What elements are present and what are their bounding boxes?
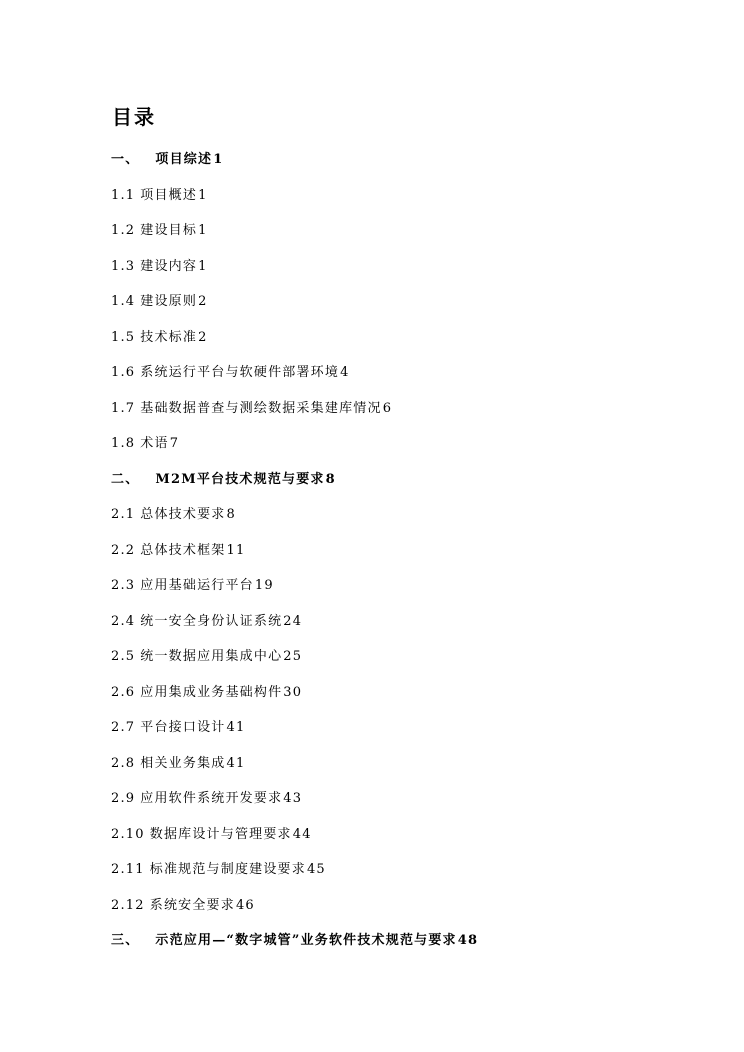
toc-entry-page-number: 46 <box>235 897 255 913</box>
toc-section-entry[interactable] <box>111 817 711 853</box>
toc-entry-page-number: 8 <box>325 471 336 487</box>
toc-entry-title: 技术标准 <box>140 329 198 345</box>
toc-entry-title: 数据库设计与管理要求 <box>149 826 292 842</box>
toc-title: 目录 <box>112 105 156 129</box>
toc-entry-number: 2.11 <box>111 862 145 877</box>
toc-entry-number: 2.1 <box>111 507 136 522</box>
toc-entry-title: 应用基础运行平台 <box>140 578 254 593</box>
toc-entry-page-number: 43 <box>283 791 303 806</box>
toc-entry-page-number: 19 <box>254 578 274 593</box>
toc-entry-number: 2.5 <box>111 649 136 664</box>
toc-entry-title: 标准规范与制度建设要求 <box>149 862 306 877</box>
toc-entry-number: 2.3 <box>111 578 136 593</box>
toc-entry-title: 建设内容 <box>140 258 198 274</box>
toc-entry-page-number: 41 <box>226 755 246 771</box>
toc-entry-page-number: 1 <box>198 187 208 203</box>
toc-section-entry[interactable] <box>111 497 711 533</box>
toc-entry-page-number: 1 <box>213 152 224 167</box>
toc-entry-number: 1.8 <box>111 436 136 451</box>
toc-entry-title: 应用集成业务基础构件 <box>140 684 283 700</box>
toc-entry-title: M2M平台技术规范与要求 <box>155 471 325 487</box>
toc-entry-page-number: 1 <box>198 223 208 238</box>
toc-entry-title: 项目综述 <box>155 152 213 167</box>
toc-section-entry[interactable] <box>111 675 711 711</box>
toc-entry-number: 2.6 <box>111 684 136 700</box>
toc-entry-number: 2.8 <box>111 755 136 771</box>
toc-section-entry[interactable] <box>111 249 711 285</box>
toc-section-entry[interactable] <box>111 355 711 391</box>
toc-entry-page-number: 7 <box>169 436 180 451</box>
toc-entry-title: 系统安全要求 <box>149 897 235 913</box>
toc-entry-page-number: 1 <box>198 258 208 274</box>
toc-section-entry[interactable] <box>111 533 711 569</box>
toc-entry-page-number: 30 <box>283 684 303 700</box>
toc-section-entry[interactable] <box>111 710 711 746</box>
toc-entry-page-number: 25 <box>283 649 303 664</box>
toc-entry-title: 术语 <box>140 436 169 451</box>
toc-entry-number: 2.12 <box>111 897 145 913</box>
toc-entry-number: 2.7 <box>111 720 136 735</box>
toc-section-entry[interactable] <box>111 888 711 924</box>
toc-entry-title: 统一数据应用集成中心 <box>140 649 283 664</box>
toc-section-entry[interactable] <box>111 781 711 817</box>
toc-entry-page-number: 44 <box>292 826 312 842</box>
toc-entry-page-number: 6 <box>382 400 393 416</box>
toc-section-entry[interactable] <box>111 213 711 249</box>
toc-entry-number: 2.2 <box>111 542 136 558</box>
toc-list <box>111 142 711 959</box>
toc-entry-number: 1.3 <box>111 258 136 274</box>
toc-section-entry[interactable] <box>111 852 711 888</box>
toc-entry-title: 项目概述 <box>140 187 198 203</box>
toc-entry-page-number: 4 <box>340 365 350 380</box>
toc-section-entry[interactable] <box>111 639 711 675</box>
toc-entry-number: 2.10 <box>111 826 145 842</box>
toc-entry-page-number: 41 <box>226 720 246 735</box>
toc-entry-title: 相关业务集成 <box>140 755 226 771</box>
toc-entry-number: 一、 <box>111 152 140 167</box>
toc-entry-number: 2.4 <box>111 613 136 629</box>
toc-entry-number: 三、 <box>111 933 140 948</box>
toc-entry-page-number: 11 <box>226 542 246 558</box>
toc-entry-page-number: 8 <box>226 507 236 522</box>
toc-chapter-entry[interactable] <box>111 142 711 178</box>
toc-entry-number: 1.1 <box>111 187 136 203</box>
toc-entry-title: 应用软件系统开发要求 <box>140 791 283 806</box>
toc-entry-title: 示范应用—“数字城管”业务软件技术规范与要求 <box>155 933 457 948</box>
toc-entry-title: 统一安全身份认证系统 <box>140 613 283 629</box>
toc-entry-title: 建设目标 <box>140 223 198 238</box>
toc-entry-number: 1.5 <box>111 329 136 345</box>
toc-section-entry[interactable] <box>111 284 711 320</box>
toc-entry-title: 系统运行平台与软硬件部署环境 <box>140 365 340 380</box>
toc-chapter-entry[interactable] <box>111 462 711 498</box>
toc-section-entry[interactable] <box>111 391 711 427</box>
toc-entry-number: 1.6 <box>111 365 136 380</box>
toc-entry-title: 基础数据普查与测绘数据采集建库情况 <box>140 400 382 416</box>
toc-entry-number: 1.4 <box>111 294 136 309</box>
toc-entry-page-number: 2 <box>198 329 208 345</box>
toc-section-entry[interactable] <box>111 320 711 356</box>
toc-chapter-entry[interactable] <box>111 923 711 959</box>
toc-entry-page-number: 45 <box>306 862 326 877</box>
toc-entry-title: 总体技术要求 <box>140 507 226 522</box>
toc-entry-page-number: 48 <box>457 933 479 948</box>
toc-entry-number: 2.9 <box>111 791 136 806</box>
toc-section-entry[interactable] <box>111 746 711 782</box>
toc-entry-page-number: 24 <box>283 613 303 629</box>
toc-section-entry[interactable] <box>111 178 711 214</box>
toc-entry-title: 建设原则 <box>140 294 198 309</box>
toc-entry-title: 平台接口设计 <box>140 720 226 735</box>
toc-section-entry[interactable] <box>111 426 711 462</box>
toc-section-entry[interactable] <box>111 568 711 604</box>
toc-entry-number: 二、 <box>111 471 140 487</box>
toc-entry-page-number: 2 <box>198 294 208 309</box>
toc-entry-title: 总体技术框架 <box>140 542 226 558</box>
toc-entry-number: 1.7 <box>111 400 136 416</box>
toc-section-entry[interactable] <box>111 604 711 640</box>
toc-entry-number: 1.2 <box>111 223 136 238</box>
